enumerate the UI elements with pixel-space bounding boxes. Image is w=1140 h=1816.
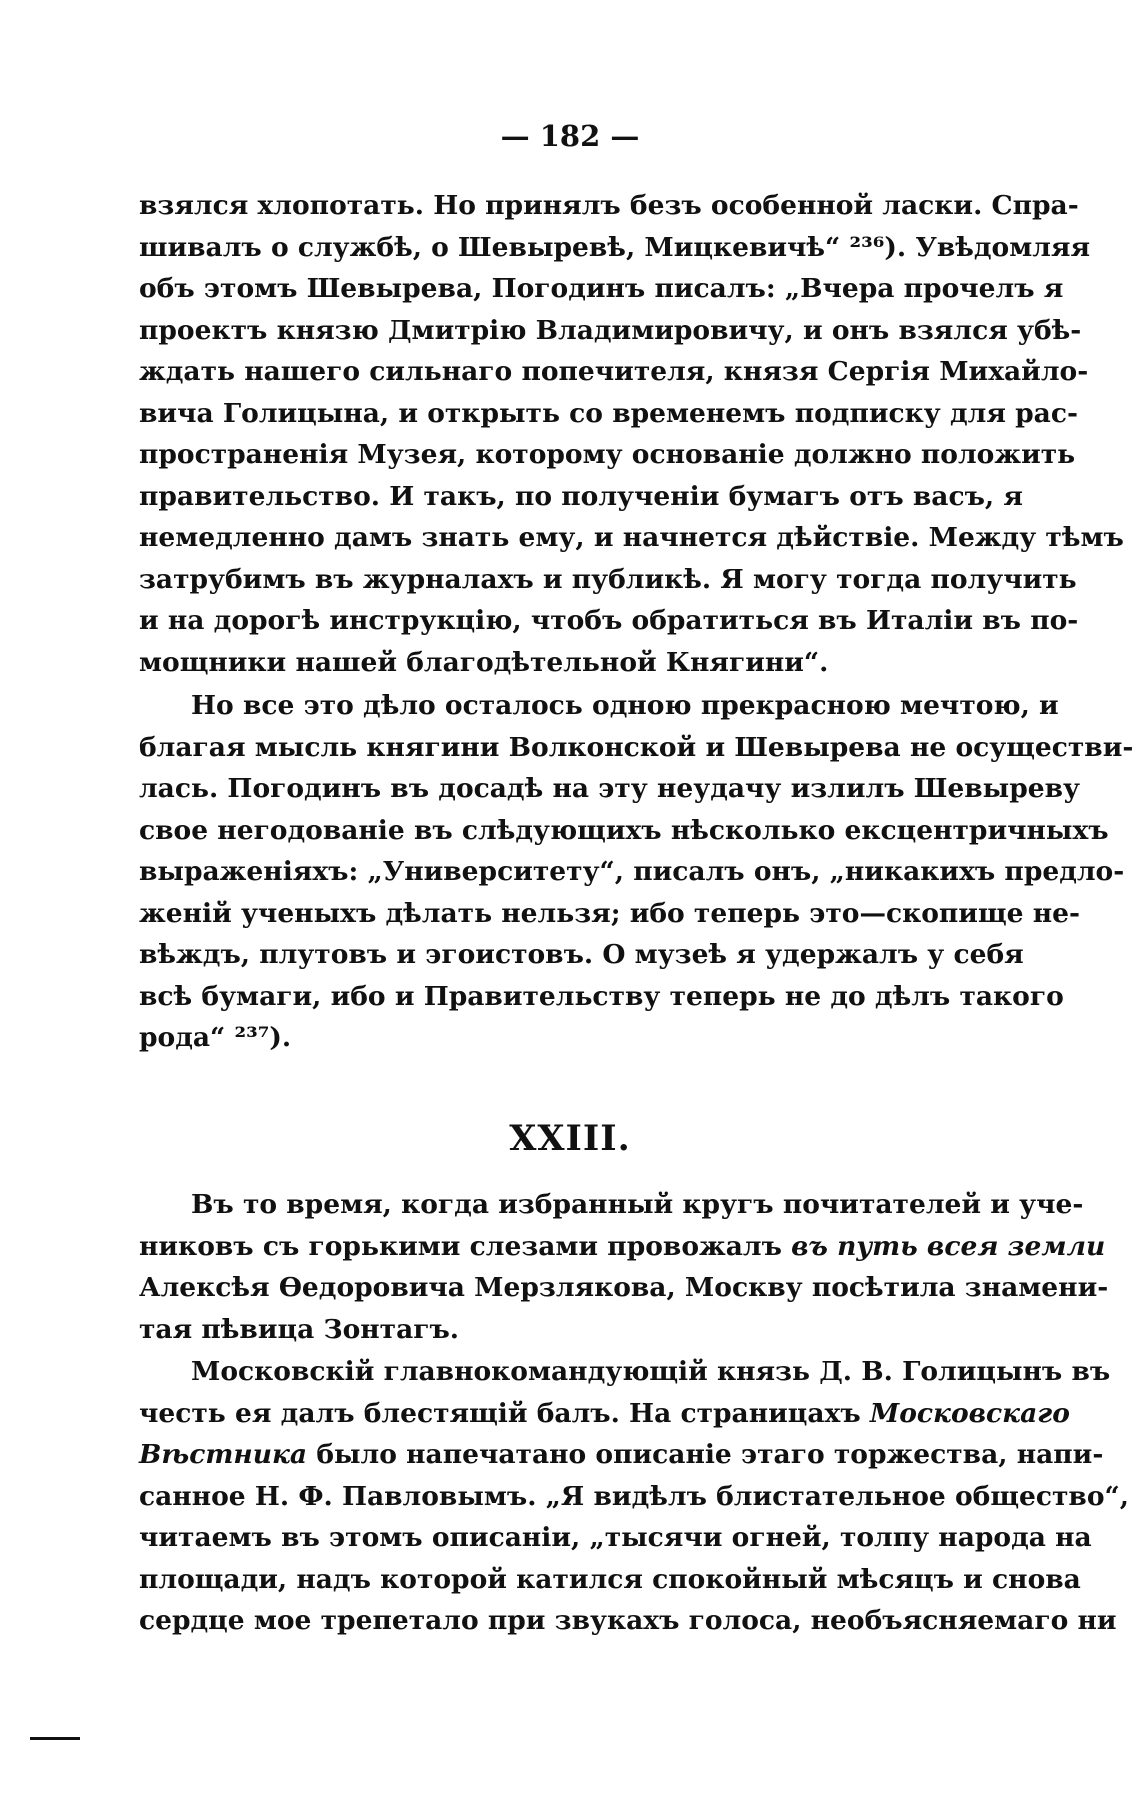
paragraph-pogodin-letter bbox=[139, 685, 1134, 1059]
text-line: всѣ бумаги, ибо и Правительству теперь не до дѣлъ такого bbox=[139, 980, 1064, 1012]
text-line: затрубимъ въ журналахъ и публикѣ. Я могу тогда получить bbox=[139, 563, 1077, 595]
text-line: тая пѣвица Зонтагъ. bbox=[139, 1313, 460, 1345]
text-line: шивалъ о службѣ, о Шевыревѣ, Мицкевичѣ“ ²³⁶). Увѣдомляя bbox=[139, 231, 1091, 263]
text-line bbox=[139, 1393, 1070, 1435]
text-line: Алексѣя Ѳедоровича Мерзлякова, Москву посѣтила знамени- bbox=[139, 1272, 1109, 1303]
text-line: проектъ князю Дмитрію Владимировичу, и онъ взялся убѣ- bbox=[139, 314, 1082, 346]
text-line: вича Голицына, и открыть со временемъ подписку для рас- bbox=[139, 397, 1078, 429]
text-line: Въ то время, когда избранный кругъ почитателей и уче- bbox=[191, 1189, 1084, 1220]
text-line: пространенія Музея, которому основаніе должно положить bbox=[139, 439, 1076, 470]
text-line: Но все это дѣло осталось одною прекрасною мечтою, и bbox=[191, 690, 1059, 721]
paragraph-golitsyn-ball bbox=[139, 1351, 1129, 1642]
text-line: площади, надъ которой катился спокойный мѣсяцъ и снова bbox=[139, 1563, 1081, 1595]
text-line: выраженіяхъ: „Университету“, писалъ онъ, „никакихъ предло- bbox=[139, 856, 1125, 887]
text-line: читаемъ въ этомъ описаніи, „тысячи огней, толпу народа на bbox=[139, 1522, 1092, 1553]
text-line: ждать нашего сильнаго попечителя, князя Сергія Михайло- bbox=[139, 356, 1089, 387]
text-line bbox=[139, 1434, 1104, 1476]
text-segment: честь ея далъ блестящій балъ. На страницахъ bbox=[139, 1397, 870, 1429]
text-line: правительство. И такъ, по полученіи бумагъ отъ васъ, я bbox=[139, 480, 1023, 512]
margin-mark bbox=[30, 1737, 80, 1740]
text-line: благая мысль княгини Волконской и Шевырева не осуществи- bbox=[139, 731, 1134, 763]
text-line: санное Н. Ф. Павловымъ. „Я видѣлъ блистательное общество“, bbox=[139, 1480, 1129, 1512]
paragraph-zontag-visit bbox=[139, 1184, 1109, 1350]
italic-segment: въ путь всея земли bbox=[791, 1230, 1106, 1262]
text-line: лась. Погодинъ въ досадѣ на эту неудачу излилъ Шевыреву bbox=[139, 773, 1080, 804]
italic-segment: Московскаго bbox=[869, 1397, 1070, 1429]
text-line: вѣждъ, плутовъ и эгоистовъ. О музеѣ я удержалъ у себя bbox=[139, 939, 1024, 970]
italic-segment: Вѣстника bbox=[139, 1439, 308, 1470]
text-line bbox=[139, 1226, 1106, 1268]
text-segment: было напечатано описаніе этаго торжества, напи- bbox=[307, 1439, 1104, 1470]
chapter-heading: XXIII. bbox=[509, 1118, 631, 1159]
page-number: — 182 — bbox=[500, 119, 640, 153]
text-line: Московскій главнокомандующій князь Д. В. Голицынъ въ bbox=[191, 1356, 1111, 1387]
text-line: немедленно дамъ знать ему, и начнется дѣйствіе. Между тѣмъ bbox=[139, 522, 1124, 553]
paragraph-continuation bbox=[139, 185, 1124, 683]
text-line: свое негодованіе въ слѣдующихъ нѣсколько ексцентричныхъ bbox=[139, 814, 1109, 846]
text-line: взялся хлопотать. Но принялъ безъ особенной ласки. Спра- bbox=[139, 190, 1079, 221]
text-line: объ этомъ Шевырева, Погодинъ писалъ: „Вчера прочелъ я bbox=[139, 273, 1064, 304]
text-line: и на дорогѣ инструкцію, чтобъ обратиться въ Италіи въ по- bbox=[139, 605, 1079, 636]
text-segment: никовъ съ горькими слезами провожалъ bbox=[139, 1230, 792, 1262]
text-line: мощники нашей благодѣтельной Княгини“. bbox=[139, 646, 829, 678]
text-line: женій ученыхъ дѣлать нельзя; ибо теперь это—скопище не- bbox=[139, 897, 1080, 929]
text-line: рода“ ²³⁷). bbox=[139, 1022, 292, 1053]
text-line: сердце мое трепетало при звукахъ голоса, необъясняемаго ни bbox=[139, 1605, 1117, 1636]
